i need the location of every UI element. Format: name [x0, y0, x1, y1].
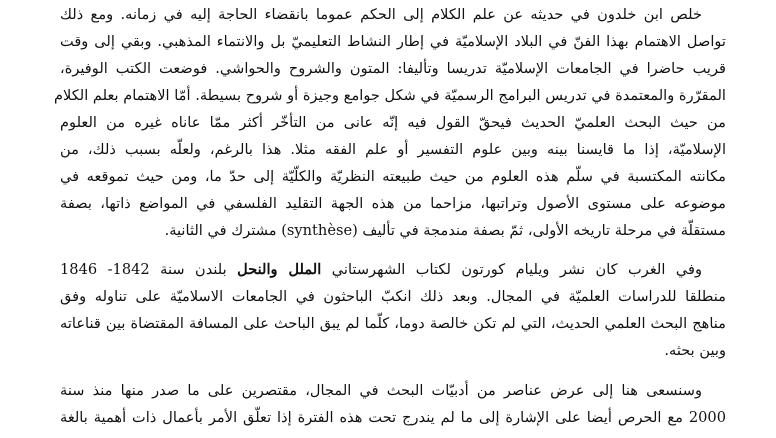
text-line: تواصل الاهتمام بهذا الفنّ في البلاد الإسلاميّة في إطار النشاط التعليميّ بل والانتماء المذهبي. وبقي إلى وقت	[60, 33, 726, 50]
text-line: مناهج البحث العلمي الحديث، التي لم تكن خالصة دوما، كلّما لم يبق الباحث على المسافة المقتضاة بين قناعاته	[60, 315, 726, 332]
text-line: وبين بحثه.	[664, 342, 726, 359]
text-line: مكانته المكتسبة في سلّم هذه العلوم من حيث طبيعته النظريّة والكلّيّة إلى حدّ ما، ومن حيث تموقعه في	[60, 168, 726, 185]
text-line: موضوعه على مستوى الأصول وتراتبها، مزاحما من هذه الجهة التقليد الفلسفي في المواضع ذاتها، بصفة	[60, 195, 726, 212]
text-line: المقرّرة والمعتمدة في تدريس البرامج الرسميّة في شكل جوامع وجيزة أو شروح بسيطة. أمّا الاهتمام بعلم الكلام	[53, 87, 726, 104]
text-line: من حيث البحث العلميّ الحديث فيحقّ القول فيه إنّه عانى من التأخّر أكثر ممّا عاناه غيره من العلوم	[60, 114, 726, 131]
text-line: الإسلاميّة، إذا ما قايسنا بينه وبين علوم التفسير أو علم الفقه مثلا. هذا بالرغم، ولعلّه بسبب ذلك، من	[60, 141, 726, 158]
text-line: مستقلّة في مرحلة تاريخه الأولى، ثمّ بصفة مندمجة في تأليف (synthèse) مشترك في الثانية.	[164, 222, 726, 239]
text-line: خلص ابن خلدون في حديثه عن علم الكلام إلى الحكم عموما بانقضاء الحاجة إليه في زمانه. ومع ذلك	[60, 6, 702, 23]
text-line: وسنسعى هنا إلى عرض عناصر من أدبيّات البحث في المجال، مقتصرين على ما صدر منها منذ سنة	[60, 382, 702, 399]
text-line: قريب حاضرا في الجامعات الإسلاميّة تدريسا وتأليفا: المتون والشروح والحواشي. فوضعت الكتب الوفيرة،	[60, 60, 726, 77]
book-title: الملل والنحل	[237, 261, 322, 278]
text-line: منطلقا للدراسات العلميّة في المجال. وبعد ذلك انكبّ الباحثون في الجامعات الاسلاميّة على تناوله وفق	[60, 288, 726, 305]
text-run: وفي الغرب كان نشر ويليام كورتون لكتاب الشهرستاني	[331, 261, 703, 278]
text-run: بلندن سنة 1842- 1846	[60, 261, 227, 278]
text-line	[60, 259, 726, 281]
text-line: 2000 مع الحرص أيضا على الإشارة إلى ما لم يندرج تحت هذه الفترة إذا تعلّق الأمر بأعمال ذات أهمية بالغة	[60, 409, 726, 426]
